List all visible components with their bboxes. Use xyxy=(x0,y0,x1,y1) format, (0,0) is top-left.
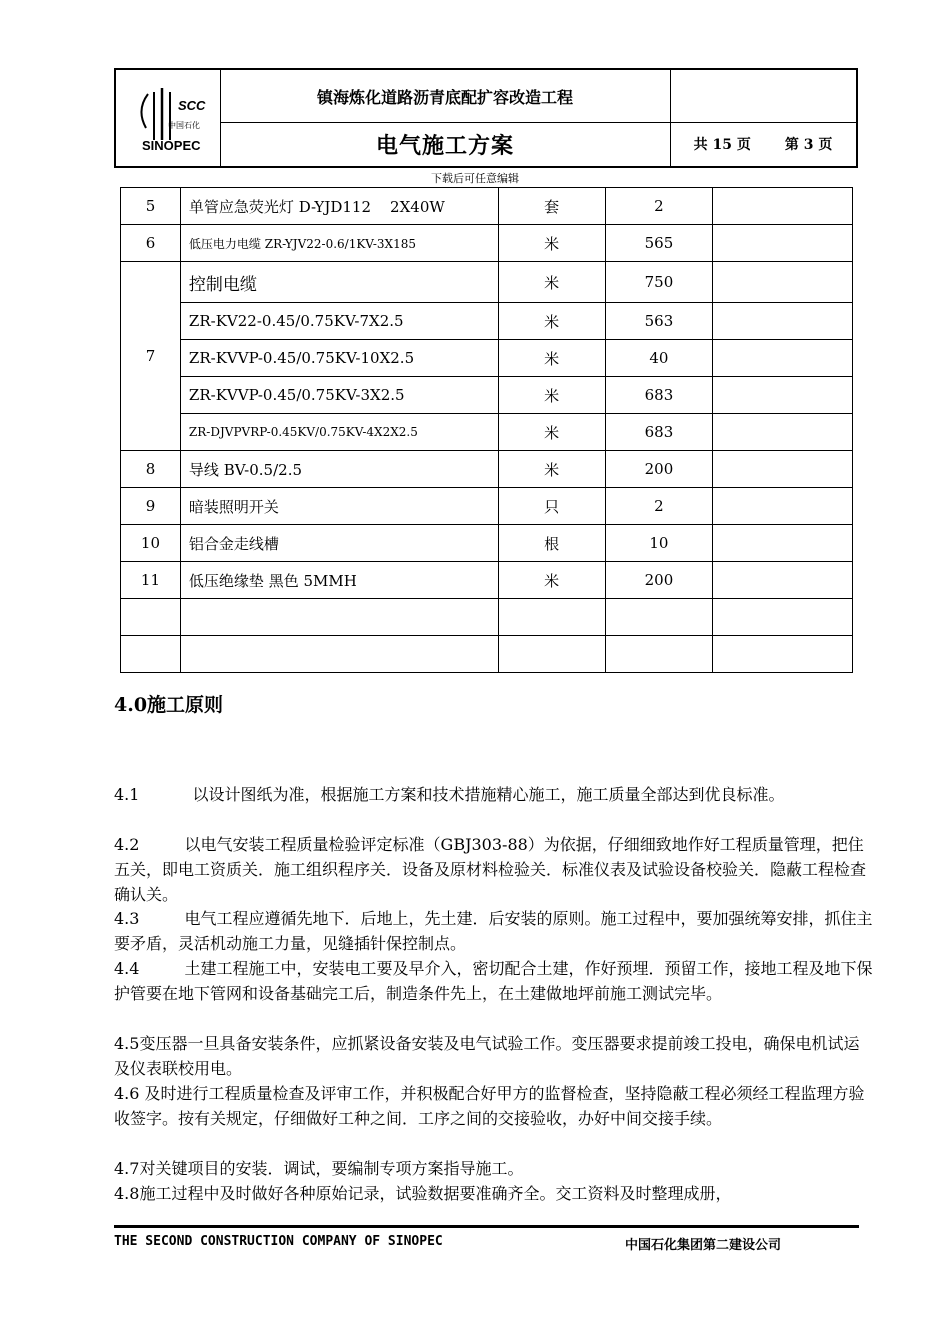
table-row xyxy=(121,525,853,562)
paragraph-text: 及时进行工程质量检查及评审工作，并积极配合好甲方的监督检查，坚持隐蔽工程必须经工程监理方验收签字。按有关规定，仔细做好工种之间．工序之间的交接验收，办好中间交接手续。 xyxy=(114,1084,865,1128)
row-unit: 米 xyxy=(498,451,605,488)
paragraph-text: 土建工程施工中，安装电工要及早介入，密切配合土建，作好预埋．预留工作，接地工程及地下保护管要在地下管网和设备基础完工后，制造条件先上，在土建做地坪前施工测试完毕。 xyxy=(114,959,873,1003)
table-row xyxy=(121,414,853,451)
paragraph-num: 4.3 xyxy=(114,909,140,928)
paragraph-text: 变压器一旦具备安装条件，应抓紧设备安装及电气试验工作。变压器要求提前竣工投电，确保电机试运及仪表联校用电。 xyxy=(114,1034,860,1078)
document-title: 电气施工方案 xyxy=(220,122,671,166)
table-row xyxy=(121,303,853,340)
table-row-empty xyxy=(121,636,853,673)
table-row xyxy=(121,188,853,225)
paragraph-4-5 xyxy=(114,1031,874,1081)
paragraph-text: 电气工程应遵循先地下．后地上，先土建．后安装的原则。施工过程中，要加强统筹安排，抓住主要矛盾，灵活机动施工力量，见缝插针保控制点。 xyxy=(114,909,873,953)
row-name: ZR-KVVP-0.45/0.75KV-3X2.5 xyxy=(180,377,498,414)
svg-text:中国石化: 中国石化 xyxy=(168,121,200,130)
table-row xyxy=(121,340,853,377)
row-unit: 米 xyxy=(498,340,605,377)
row-remark xyxy=(713,488,853,525)
svg-text:SINOPEC: SINOPEC xyxy=(142,138,201,153)
paragraph-num: 4.8 xyxy=(114,1184,140,1203)
row-qty: 2 xyxy=(605,188,713,225)
paragraph-4-1 xyxy=(114,782,874,807)
row-remark xyxy=(713,262,853,303)
footer-rule xyxy=(114,1225,859,1228)
row-unit: 套 xyxy=(498,188,605,225)
row-remark xyxy=(713,451,853,488)
row-remark xyxy=(713,340,853,377)
row-name: 暗装照明开关 xyxy=(180,488,498,525)
row-name: 导线 BV-0.5/2.5 xyxy=(180,451,498,488)
row-no: 11 xyxy=(121,562,181,599)
row-no: 8 xyxy=(121,451,181,488)
page-total: 共 15 页 xyxy=(693,137,751,153)
row-name: 低压绝缘垫 黑色 5MMH xyxy=(180,562,498,599)
row-remark xyxy=(713,225,853,262)
row-no: 10 xyxy=(121,525,181,562)
paragraph-num: 4.4 xyxy=(114,959,140,978)
row-unit: 米 xyxy=(498,414,605,451)
row-qty: 683 xyxy=(605,414,713,451)
row-remark xyxy=(713,562,853,599)
paragraph-text: 以设计图纸为准，根据施工方案和技术措施精心施工，施工质量全部达到优良标准。 xyxy=(192,785,785,804)
row-unit: 米 xyxy=(498,377,605,414)
paragraph-num: 4.7 xyxy=(114,1159,140,1178)
row-unit: 米 xyxy=(498,303,605,340)
page-info xyxy=(670,122,856,166)
sinopec-logo xyxy=(116,70,221,166)
row-name: ZR-KV22-0.45/0.75KV-7X2.5 xyxy=(180,303,498,340)
row-qty: 563 xyxy=(605,303,713,340)
row-name: 单管应急荧光灯 D-YJD112 2X40W xyxy=(180,188,498,225)
row-unit: 米 xyxy=(498,562,605,599)
paragraph-4-4 xyxy=(114,956,879,1006)
header-blank-cell xyxy=(670,70,856,123)
row-no: 5 xyxy=(121,188,181,225)
row-name: ZR-KVVP-0.45/0.75KV-10X2.5 xyxy=(180,340,498,377)
row-remark xyxy=(713,377,853,414)
row-unit: 只 xyxy=(498,488,605,525)
row-no: 6 xyxy=(121,225,181,262)
paragraph-4-2 xyxy=(114,832,874,907)
paragraph-text: 对关键项目的安装．调试，要编制专项方案指导施工。 xyxy=(139,1159,524,1178)
row-qty: 200 xyxy=(605,562,713,599)
paragraph-4-3 xyxy=(114,906,874,956)
row-name: ZR-DJVPVRP-0.45KV/0.75KV-4X2X2.5 xyxy=(180,414,498,451)
paragraph-4-8 xyxy=(114,1181,874,1206)
row-name: 铝合金走线槽 xyxy=(180,525,498,562)
table-row xyxy=(121,562,853,599)
row-name: 控制电缆 xyxy=(180,262,498,303)
row-qty: 565 xyxy=(605,225,713,262)
row-remark xyxy=(713,414,853,451)
project-name: 镇海炼化道路沥青底配扩容改造工程 xyxy=(220,70,671,123)
paragraph-text: 施工过程中及时做好各种原始记录，试验数据要准确齐全。交工资料及时整理成册， xyxy=(139,1184,732,1203)
section-title: 4.0施工原则 xyxy=(114,694,224,716)
paragraph-4-6 xyxy=(114,1081,874,1131)
page-header xyxy=(114,68,858,168)
row-no: 9 xyxy=(121,488,181,525)
row-qty: 2 xyxy=(605,488,713,525)
row-qty: 200 xyxy=(605,451,713,488)
row-no: 7 xyxy=(121,262,181,451)
download-note: 下载后可任意编辑 xyxy=(431,172,519,185)
row-unit: 米 xyxy=(498,262,605,303)
svg-text:SCC: SCC xyxy=(178,98,206,113)
materials-table xyxy=(120,187,853,673)
row-qty: 683 xyxy=(605,377,713,414)
row-qty: 10 xyxy=(605,525,713,562)
paragraph-num: 4.5 xyxy=(114,1034,140,1053)
footer-company-cn: 中国石化集团第二建设公司 xyxy=(625,1238,782,1253)
row-remark xyxy=(713,303,853,340)
table-row xyxy=(121,488,853,525)
table-row-empty xyxy=(121,599,853,636)
table-row xyxy=(121,451,853,488)
table-row xyxy=(121,262,853,303)
row-name: 低压电力电缆 ZR-YJV22-0.6/1KV-3X185 xyxy=(180,225,498,262)
row-remark xyxy=(713,188,853,225)
row-remark xyxy=(713,525,853,562)
paragraph-text: 以电气安装工程质量检验评定标准（GBJ303-88）为依据，仔细细致地作好工程质量管理，把住五关，即电工资质关．施工组织程序关．设备及原材料检验关．标准仪表及试验设备校验关．隐蔽工程检查确认关。 xyxy=(114,835,867,904)
paragraph-num: 4.6 xyxy=(114,1084,140,1103)
paragraph-num: 4.1 xyxy=(114,785,140,804)
paragraph-num: 4.2 xyxy=(114,835,140,854)
footer-company-en: THE SECOND CONSTRUCTION COMPANY OF SINOPEC xyxy=(114,1234,443,1249)
row-unit: 根 xyxy=(498,525,605,562)
paragraph-4-7 xyxy=(114,1156,874,1181)
table-row xyxy=(121,225,853,262)
row-unit: 米 xyxy=(498,225,605,262)
table-row xyxy=(121,377,853,414)
page-current: 第 3 页 xyxy=(784,137,833,153)
row-qty: 40 xyxy=(605,340,713,377)
row-qty: 750 xyxy=(605,262,713,303)
